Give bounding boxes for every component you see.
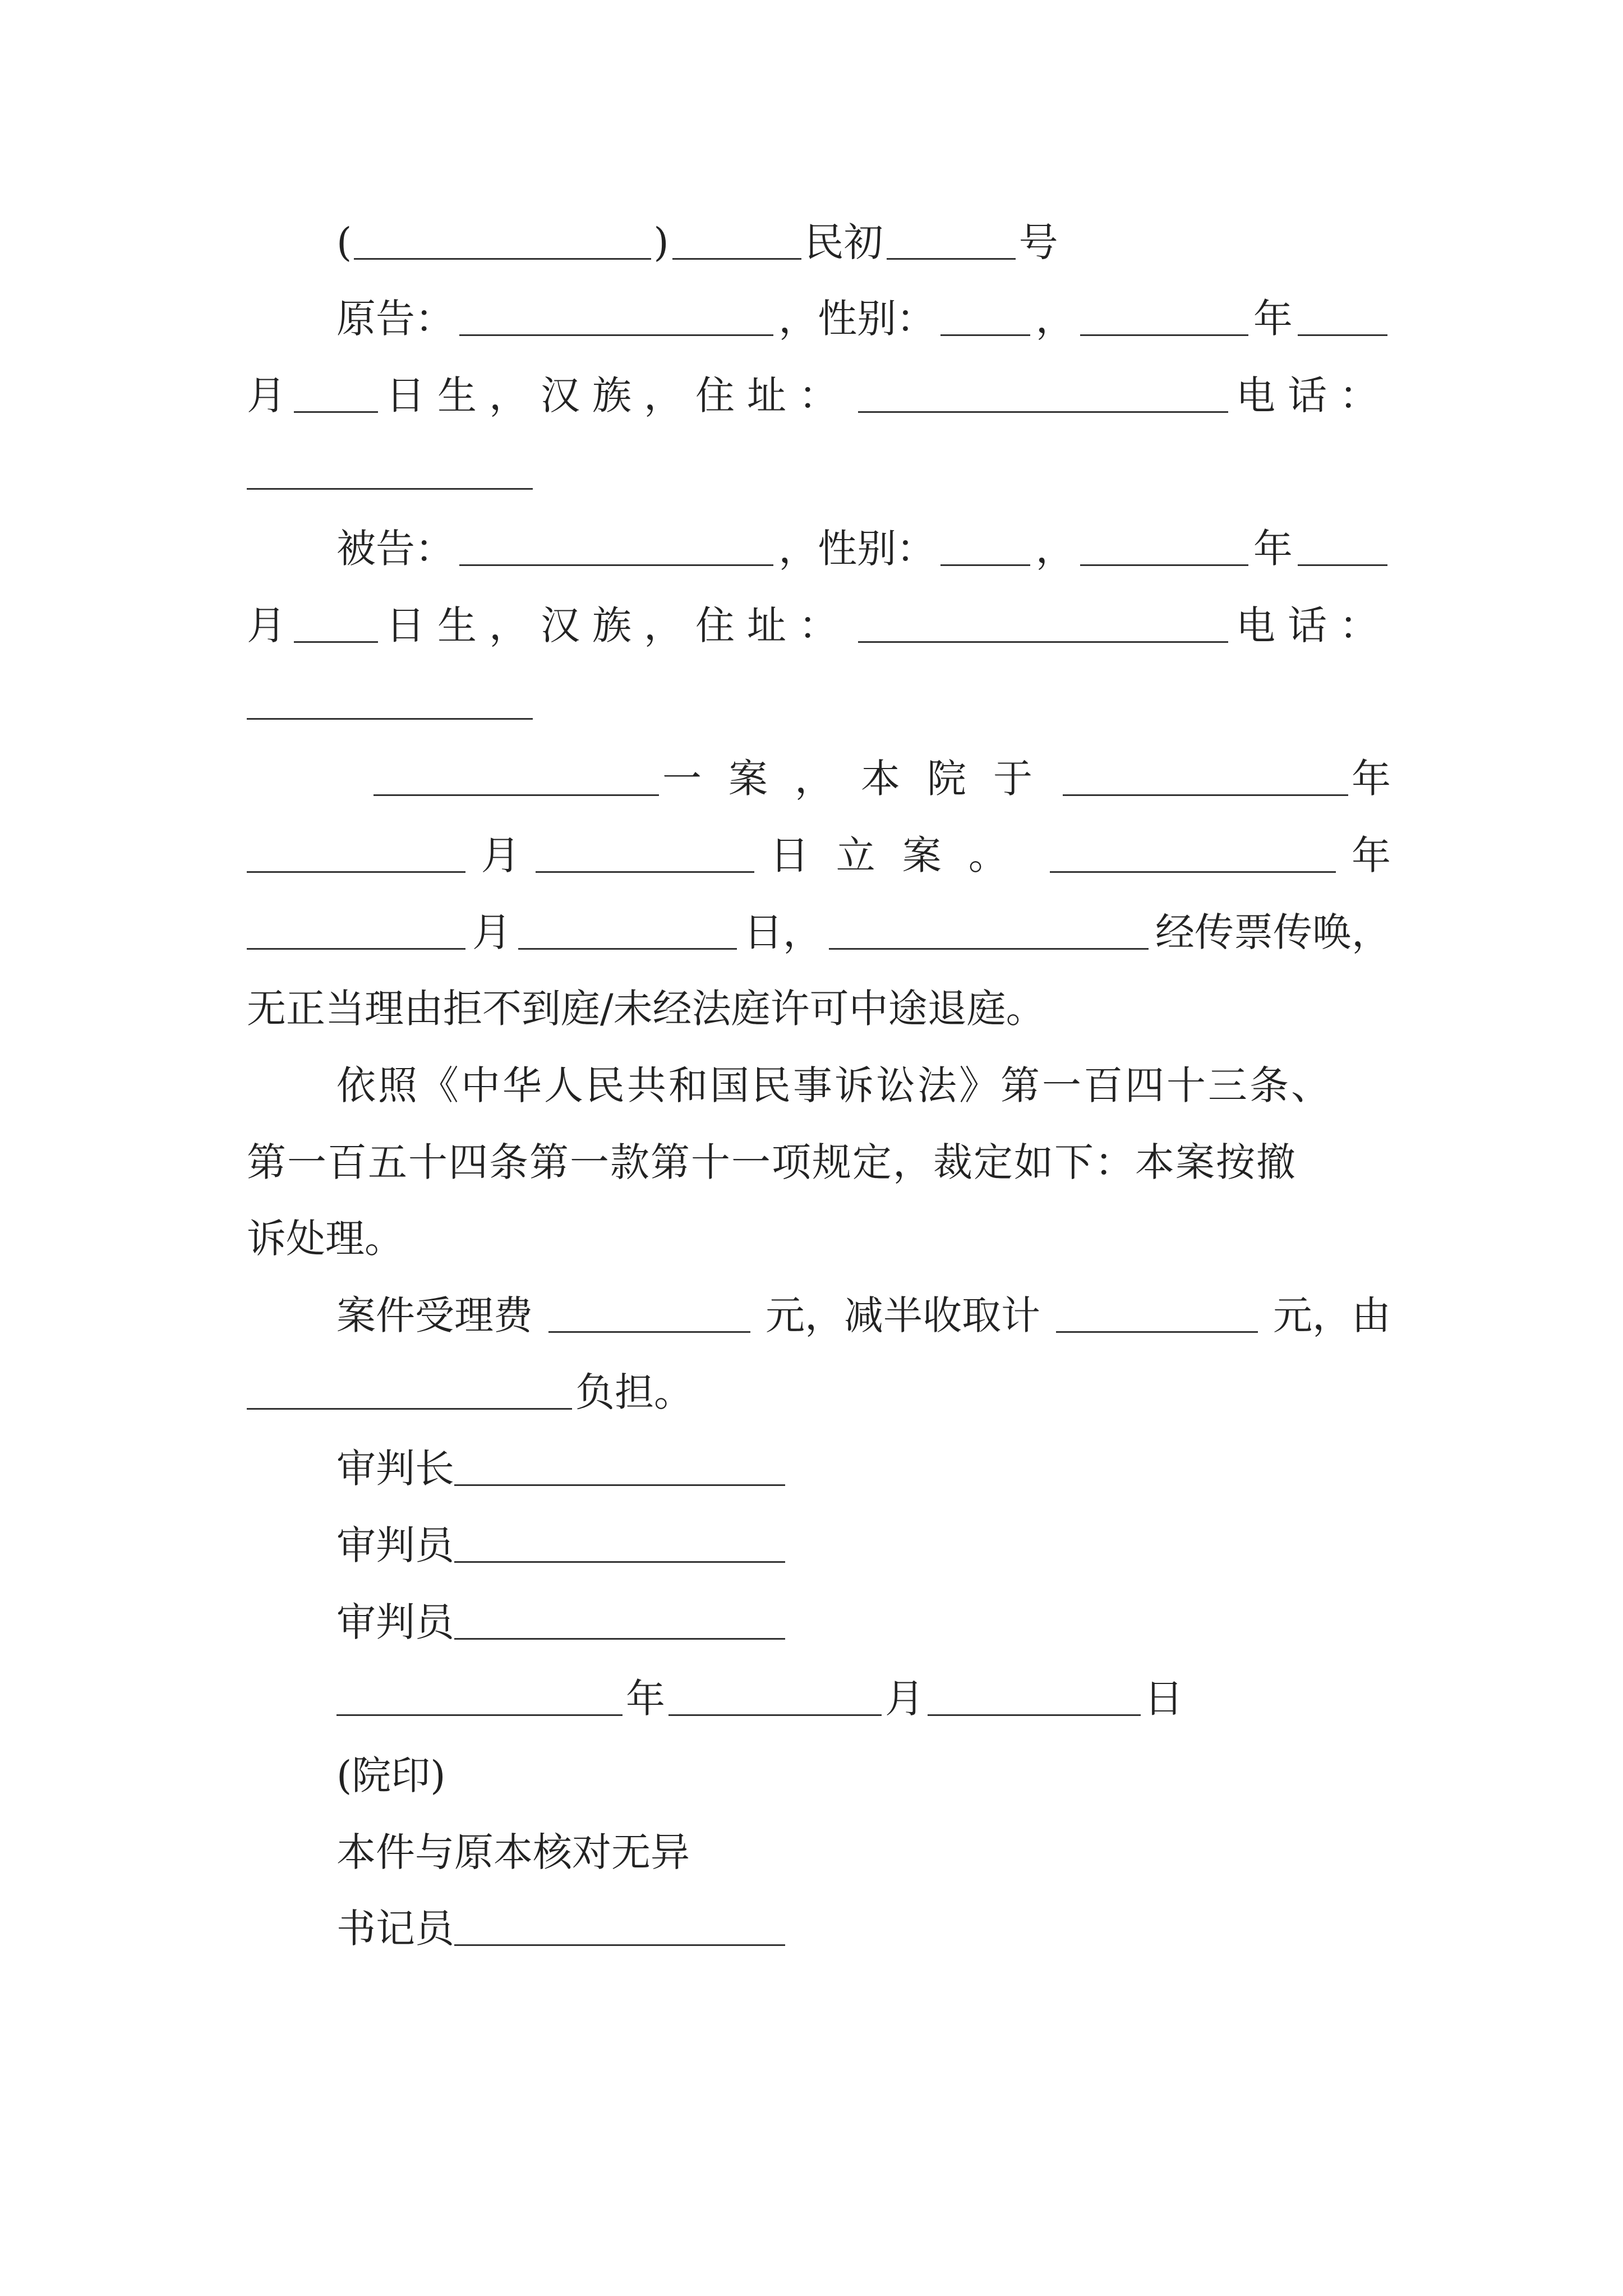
defendant-comma: ， [1035,526,1075,572]
defendant-day-blank [294,604,378,643]
filing-day-filed: 日立案。 [769,832,1035,878]
ruling-line-3 [247,1205,1391,1272]
plaintiff-month: 月 [247,372,286,418]
absence-text: 无正当理由拒不到庭/未经法庭许可中途退庭。 [247,986,1045,1032]
defendant-year: 年 [1253,526,1293,572]
fees-by: 元，由 [1273,1292,1391,1338]
defendant-line-3 [247,669,1391,736]
judge-2-blank [454,1601,785,1640]
date-year-blank [336,1677,623,1716]
defendant-year-blank [1080,527,1248,566]
case-type: 民初 [804,219,883,265]
judge-2-label: 审判员 [336,1599,454,1645]
date-line [336,1665,1234,1732]
hearing-year: 年 [1351,832,1391,878]
ruling-text-1: 依照《中华人民共和国民事诉讼法》第一百四十三条、 [336,1062,1332,1108]
court-code-blank [354,221,651,260]
defendant-gender-label: ，性别： [778,526,936,572]
filing-day-blank [536,834,754,873]
plaintiff-name-blank [459,297,773,336]
defendant-name-blank [459,527,773,566]
fee-halved-amount-blank [1056,1294,1258,1333]
hearing-month-blank [247,911,465,950]
clerk-blank [454,1907,785,1946]
defendant-born-address: 日生，汉族，住址： [386,602,850,648]
defendant-phone-label: 电话： [1236,602,1391,648]
verified-line [336,1819,1009,1886]
plaintiff-day-blank [294,374,378,413]
filing-line-3 [247,899,1391,966]
seal-line [336,1742,897,1809]
plaintiff-address-blank [858,374,1228,413]
year-code-blank [672,221,801,260]
defendant-line-2 [247,592,1391,659]
plaintiff-year: 年 [1253,296,1293,342]
plaintiff-gender-blank [940,297,1030,336]
judge-1-blank [454,1524,785,1563]
ruling-line-1 [336,1052,1391,1119]
defendant-month-blank [1298,527,1387,566]
filing-case-suffix: 一案，本院于 [662,756,1059,802]
filing-line-1 [370,745,1391,812]
hearing-year-blank [1050,834,1336,873]
filing-year: 年 [1352,756,1391,802]
clerk-label: 书记员 [336,1906,454,1952]
plaintiff-line-3 [247,439,1391,506]
close-paren: ) [653,219,669,265]
fees-halved: 元，减半收取计 [766,1292,1040,1338]
plaintiff-line-1 [336,285,1391,352]
defendant-gender-blank [940,527,1030,566]
case-number-line [336,209,1066,276]
filing-year-blank [1063,757,1348,796]
judge-1-label: 审判员 [336,1522,454,1568]
date-month-blank [668,1677,882,1716]
filing-month: 月 [481,832,520,878]
chief-judge-blank [454,1447,785,1486]
defendant-label: 被告： [336,526,454,572]
plaintiff-phone-label: 电话： [1236,372,1391,418]
fees-line-2 [247,1359,1391,1426]
plaintiff-gender-label: ，性别： [778,296,936,342]
date-month: 月 [885,1676,924,1722]
summons-text: 经传票传唤， [1155,909,1391,955]
plaintiff-line-2 [247,362,1391,429]
defendant-address-blank [858,604,1228,643]
judge-1-line [336,1512,897,1579]
open-paren: ( [336,219,352,265]
plaintiff-phone-blank [247,451,533,490]
plaintiff-label: 原告： [336,296,454,342]
date-year: 年 [626,1676,665,1722]
filing-month-blank [247,834,465,873]
fee-amount-blank [548,1294,750,1333]
case-number-suffix: 号 [1018,219,1058,265]
defendant-month: 月 [247,602,286,648]
hearing-day-blank [518,911,737,950]
hearing-day: 日， [744,909,822,955]
chief-judge-label: 审判长 [336,1446,454,1492]
defendant-line-1 [336,515,1391,582]
filing-line-2 [247,822,1391,889]
plaintiff-month-blank [1298,297,1387,336]
date-day: 日 [1144,1676,1183,1722]
hearing-month: 月 [472,909,511,955]
chief-judge-line [336,1435,897,1502]
fee-payer-blank [247,1371,572,1410]
case-cause-blank [374,757,659,796]
plaintiff-comma: ， [1035,296,1075,342]
ruling-text-3: 诉处理。 [247,1216,404,1262]
verified-text: 本件与原本核对无异 [336,1829,690,1875]
fees-borne: 负担。 [575,1369,693,1415]
filing-line-4 [247,975,1391,1042]
plaintiff-born-address: 日生，汉族，住址： [386,372,850,418]
party-absent-blank [829,911,1149,950]
fees-prefix: 案件受理费 [336,1292,533,1338]
judge-2-line [336,1589,897,1656]
ruling-text-2: 第一百五十四条第一款第十一项规定，裁定如下：本案按撤 [247,1139,1297,1185]
court-seal: (院印) [336,1752,446,1798]
fees-line-1 [336,1282,1391,1349]
ruling-line-2 [247,1129,1391,1196]
date-day-blank [928,1677,1141,1716]
clerk-line [336,1895,897,1962]
defendant-phone-blank [247,681,533,720]
sequence-blank [887,221,1016,260]
plaintiff-year-blank [1080,297,1248,336]
